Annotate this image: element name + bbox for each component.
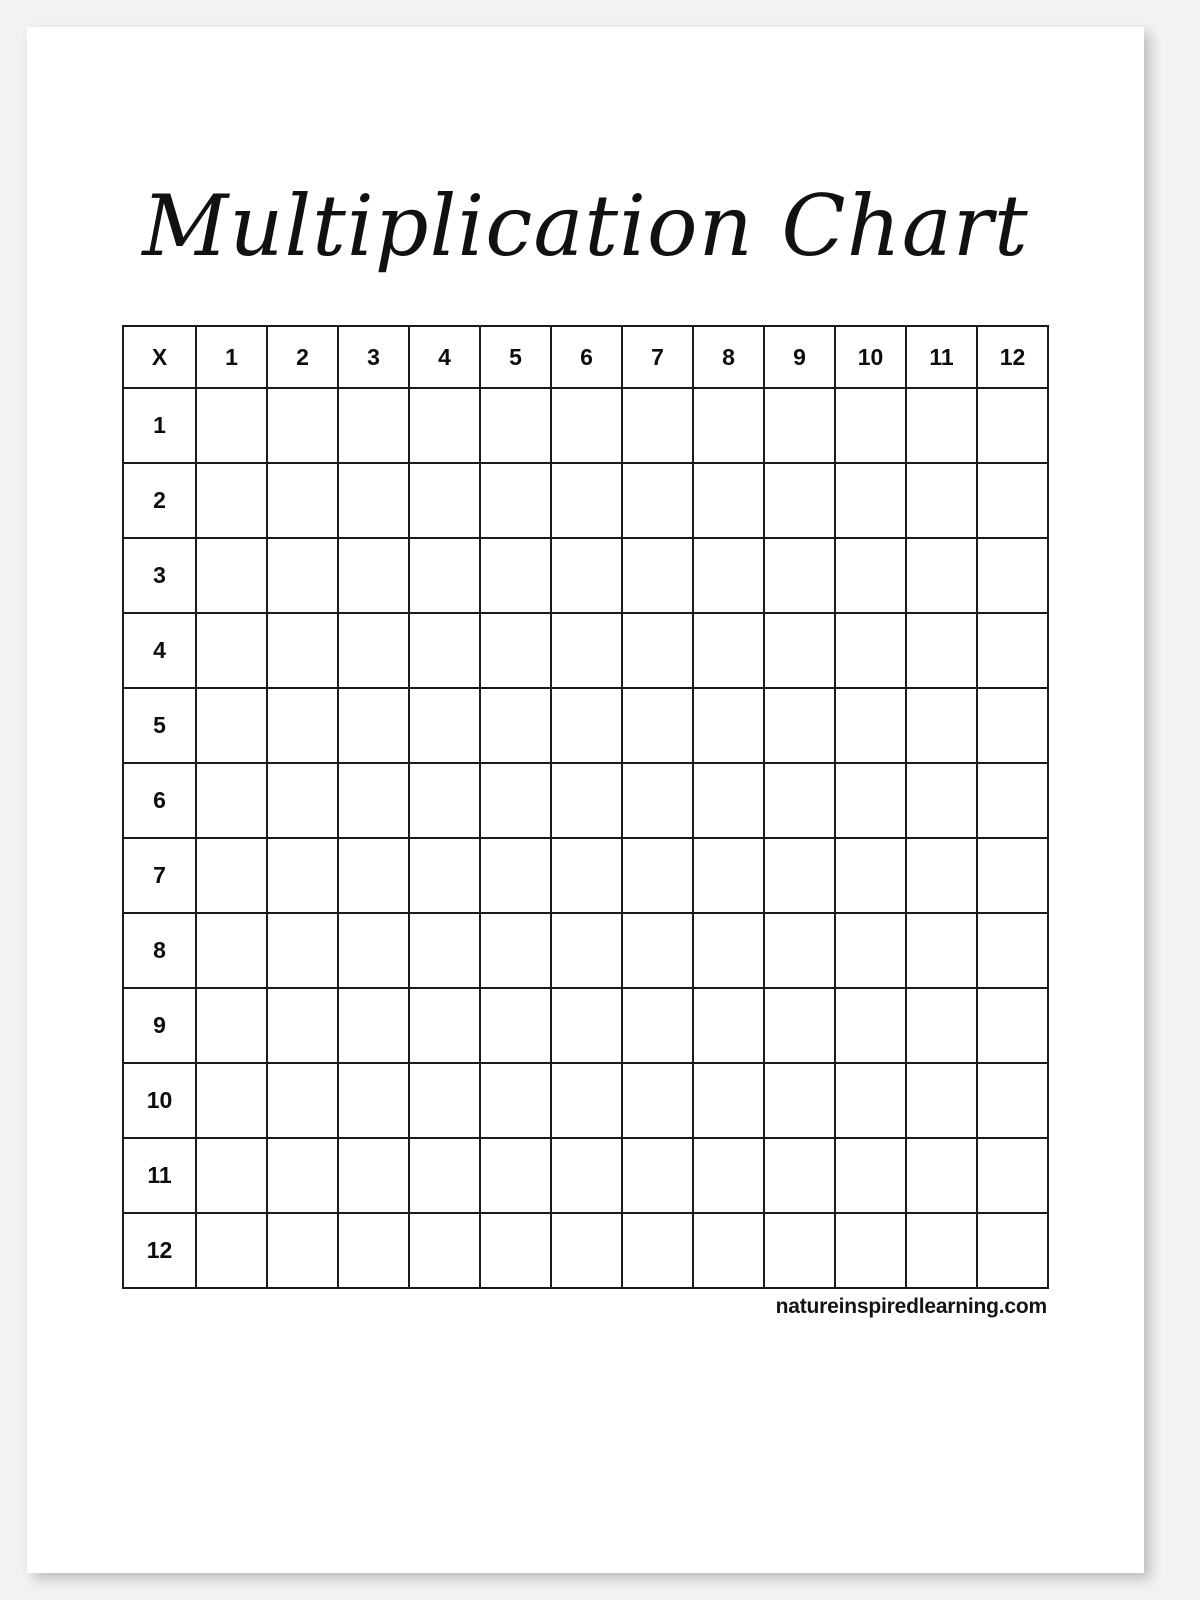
- table-cell[interactable]: [267, 463, 338, 538]
- table-row: [123, 1213, 1048, 1288]
- table-cell[interactable]: [693, 463, 764, 538]
- table-cell[interactable]: [338, 613, 409, 688]
- table-cell[interactable]: [906, 838, 977, 913]
- table-cell[interactable]: [409, 1138, 480, 1213]
- row-header: 6: [123, 763, 196, 838]
- table-cell[interactable]: [267, 388, 338, 463]
- table-cell[interactable]: [480, 1138, 551, 1213]
- column-header: 9: [764, 326, 835, 388]
- table-cell[interactable]: [977, 1213, 1048, 1288]
- table-cell[interactable]: [764, 838, 835, 913]
- table-cell[interactable]: [267, 988, 338, 1063]
- table-cell[interactable]: [693, 613, 764, 688]
- table-cell[interactable]: [693, 838, 764, 913]
- table-cell[interactable]: [906, 388, 977, 463]
- table-cell[interactable]: [551, 688, 622, 763]
- table-cell[interactable]: [267, 688, 338, 763]
- table-row: [123, 538, 1048, 613]
- table-cell[interactable]: [835, 988, 906, 1063]
- table-cell[interactable]: [480, 913, 551, 988]
- table-cell[interactable]: [338, 988, 409, 1063]
- table-cell[interactable]: [196, 1213, 267, 1288]
- table-cell[interactable]: [338, 388, 409, 463]
- table-cell[interactable]: [338, 913, 409, 988]
- table-cell[interactable]: [409, 538, 480, 613]
- table-cell[interactable]: [196, 763, 267, 838]
- table-cell[interactable]: [338, 688, 409, 763]
- table-cell[interactable]: [764, 988, 835, 1063]
- table-cell[interactable]: [338, 1063, 409, 1138]
- table-cell[interactable]: [551, 613, 622, 688]
- table-cell[interactable]: [622, 1138, 693, 1213]
- table-cell[interactable]: [551, 1063, 622, 1138]
- table-cell[interactable]: [835, 838, 906, 913]
- table-cell[interactable]: [480, 388, 551, 463]
- row-header: 2: [123, 463, 196, 538]
- column-header: 7: [622, 326, 693, 388]
- table-cell[interactable]: [267, 913, 338, 988]
- table-cell[interactable]: [693, 538, 764, 613]
- table-cell[interactable]: [622, 1063, 693, 1138]
- table-cell[interactable]: [906, 463, 977, 538]
- table-cell[interactable]: [835, 1138, 906, 1213]
- table-cell[interactable]: [267, 538, 338, 613]
- table-cell[interactable]: [551, 538, 622, 613]
- row-header: 12: [123, 1213, 196, 1288]
- table-cell[interactable]: [977, 1138, 1048, 1213]
- table-cell[interactable]: [764, 913, 835, 988]
- table-cell[interactable]: [480, 1063, 551, 1138]
- column-header: 11: [906, 326, 977, 388]
- table-cell[interactable]: [409, 1063, 480, 1138]
- table-cell[interactable]: [622, 913, 693, 988]
- table-cell[interactable]: [764, 388, 835, 463]
- table-cell[interactable]: [267, 1213, 338, 1288]
- table-cell[interactable]: [693, 688, 764, 763]
- table-body: [123, 388, 1048, 1288]
- row-header: 7: [123, 838, 196, 913]
- website-credit: natureinspiredlearning.com: [775, 1295, 1047, 1318]
- table-cell[interactable]: [480, 988, 551, 1063]
- table-cell[interactable]: [977, 838, 1048, 913]
- table-cell[interactable]: [480, 1213, 551, 1288]
- row-header: 5: [123, 688, 196, 763]
- table-cell[interactable]: [196, 688, 267, 763]
- table-cell[interactable]: [267, 1063, 338, 1138]
- table-cell[interactable]: [267, 1138, 338, 1213]
- table-header: [123, 326, 1048, 388]
- table-cell[interactable]: [977, 538, 1048, 613]
- table-cell[interactable]: [551, 838, 622, 913]
- table-cell[interactable]: [480, 463, 551, 538]
- table-cell[interactable]: [693, 388, 764, 463]
- column-header: 8: [693, 326, 764, 388]
- table-cell[interactable]: [977, 763, 1048, 838]
- table-cell[interactable]: [906, 1138, 977, 1213]
- table-cell[interactable]: [622, 763, 693, 838]
- table-cell[interactable]: [409, 688, 480, 763]
- table-cell[interactable]: [480, 613, 551, 688]
- table-cell[interactable]: [835, 688, 906, 763]
- table-cell[interactable]: [196, 463, 267, 538]
- table-cell[interactable]: [906, 1063, 977, 1138]
- table-cell[interactable]: [409, 388, 480, 463]
- printable-sheet: [27, 27, 1144, 1573]
- table-cell[interactable]: [764, 763, 835, 838]
- table-cell[interactable]: [267, 613, 338, 688]
- table-cell[interactable]: [480, 688, 551, 763]
- table-cell[interactable]: [622, 538, 693, 613]
- table-cell[interactable]: [977, 1063, 1048, 1138]
- table-header-row: [123, 326, 1048, 388]
- column-header: 3: [338, 326, 409, 388]
- table-row: [123, 388, 1048, 463]
- row-header: 8: [123, 913, 196, 988]
- page-title: Multiplication Chart: [142, 177, 1029, 275]
- table-row: [123, 988, 1048, 1063]
- table-cell[interactable]: [835, 538, 906, 613]
- row-header: 4: [123, 613, 196, 688]
- table-cell[interactable]: [480, 538, 551, 613]
- table-cell[interactable]: [551, 388, 622, 463]
- table-row: [123, 913, 1048, 988]
- table-cell[interactable]: [977, 688, 1048, 763]
- table-cell[interactable]: [196, 838, 267, 913]
- table-cell[interactable]: [409, 838, 480, 913]
- row-header: 3: [123, 538, 196, 613]
- table-cell[interactable]: [977, 388, 1048, 463]
- table-cell[interactable]: [338, 538, 409, 613]
- row-header: 10: [123, 1063, 196, 1138]
- table-cell[interactable]: [480, 838, 551, 913]
- table-cell[interactable]: [906, 988, 977, 1063]
- table-row: [123, 688, 1048, 763]
- table-cell[interactable]: [764, 538, 835, 613]
- table-cell[interactable]: [693, 1138, 764, 1213]
- table-cell[interactable]: [835, 1063, 906, 1138]
- multiplication-table: [122, 325, 1049, 1289]
- table-cell[interactable]: [977, 463, 1048, 538]
- row-header: 9: [123, 988, 196, 1063]
- table-cell[interactable]: [409, 913, 480, 988]
- table-cell[interactable]: [764, 1213, 835, 1288]
- table-cell[interactable]: [338, 463, 409, 538]
- table-cell[interactable]: [409, 763, 480, 838]
- table-cell[interactable]: [551, 463, 622, 538]
- table-cell[interactable]: [196, 1138, 267, 1213]
- table-cell[interactable]: [267, 838, 338, 913]
- table-cell[interactable]: [551, 988, 622, 1063]
- table-cell[interactable]: [764, 688, 835, 763]
- table-cell[interactable]: [835, 1213, 906, 1288]
- table-cell[interactable]: [977, 613, 1048, 688]
- table-cell[interactable]: [835, 913, 906, 988]
- table-cell[interactable]: [906, 688, 977, 763]
- table-cell[interactable]: [338, 1213, 409, 1288]
- table-cell[interactable]: [196, 538, 267, 613]
- table-cell[interactable]: [977, 913, 1048, 988]
- table-cell[interactable]: [551, 1138, 622, 1213]
- table-cell[interactable]: [977, 988, 1048, 1063]
- table-cell[interactable]: [338, 838, 409, 913]
- row-header: 11: [123, 1138, 196, 1213]
- column-header: 6: [551, 326, 622, 388]
- table-cell[interactable]: [551, 913, 622, 988]
- table-cell[interactable]: [906, 913, 977, 988]
- table-cell[interactable]: [693, 913, 764, 988]
- table-cell[interactable]: [622, 613, 693, 688]
- table-cell[interactable]: [622, 388, 693, 463]
- table-cell[interactable]: [835, 763, 906, 838]
- table-cell[interactable]: [622, 1213, 693, 1288]
- table-cell[interactable]: [338, 763, 409, 838]
- column-header: 12: [977, 326, 1048, 388]
- table-cell[interactable]: [338, 1138, 409, 1213]
- table-cell[interactable]: [906, 613, 977, 688]
- table-cell[interactable]: [196, 913, 267, 988]
- table-cell[interactable]: [196, 613, 267, 688]
- column-header: 2: [267, 326, 338, 388]
- table-cell[interactable]: [693, 988, 764, 1063]
- column-header: 4: [409, 326, 480, 388]
- table-cell[interactable]: [764, 463, 835, 538]
- table-row: [123, 1063, 1048, 1138]
- table-cell[interactable]: [764, 1063, 835, 1138]
- table-cell[interactable]: [764, 1138, 835, 1213]
- table-cell[interactable]: [409, 988, 480, 1063]
- column-header: 5: [480, 326, 551, 388]
- table-cell[interactable]: [835, 463, 906, 538]
- table-cell[interactable]: [409, 1213, 480, 1288]
- table-row: [123, 838, 1048, 913]
- table-cell[interactable]: [196, 388, 267, 463]
- corner-label: X: [123, 326, 196, 388]
- table-cell[interactable]: [551, 1213, 622, 1288]
- table-row: [123, 463, 1048, 538]
- table-cell[interactable]: [906, 1213, 977, 1288]
- table-cell[interactable]: [480, 763, 551, 838]
- table-cell[interactable]: [835, 613, 906, 688]
- table-cell[interactable]: [551, 763, 622, 838]
- column-header: 1: [196, 326, 267, 388]
- table-cell[interactable]: [622, 463, 693, 538]
- row-header: 1: [123, 388, 196, 463]
- table-row: [123, 763, 1048, 838]
- table-cell[interactable]: [906, 538, 977, 613]
- table-cell[interactable]: [764, 613, 835, 688]
- table-cell[interactable]: [409, 613, 480, 688]
- table-cell[interactable]: [196, 1063, 267, 1138]
- table-cell[interactable]: [622, 688, 693, 763]
- table-cell[interactable]: [693, 1063, 764, 1138]
- table-cell[interactable]: [835, 388, 906, 463]
- table-cell[interactable]: [693, 763, 764, 838]
- table-cell[interactable]: [693, 1213, 764, 1288]
- table-cell[interactable]: [267, 763, 338, 838]
- table-cell[interactable]: [906, 763, 977, 838]
- table-cell[interactable]: [196, 988, 267, 1063]
- table-row: [123, 1138, 1048, 1213]
- multiplication-grid: [122, 325, 1047, 1289]
- table-cell[interactable]: [622, 988, 693, 1063]
- table-cell[interactable]: [409, 463, 480, 538]
- column-header: 10: [835, 326, 906, 388]
- table-cell[interactable]: [622, 838, 693, 913]
- table-row: [123, 613, 1048, 688]
